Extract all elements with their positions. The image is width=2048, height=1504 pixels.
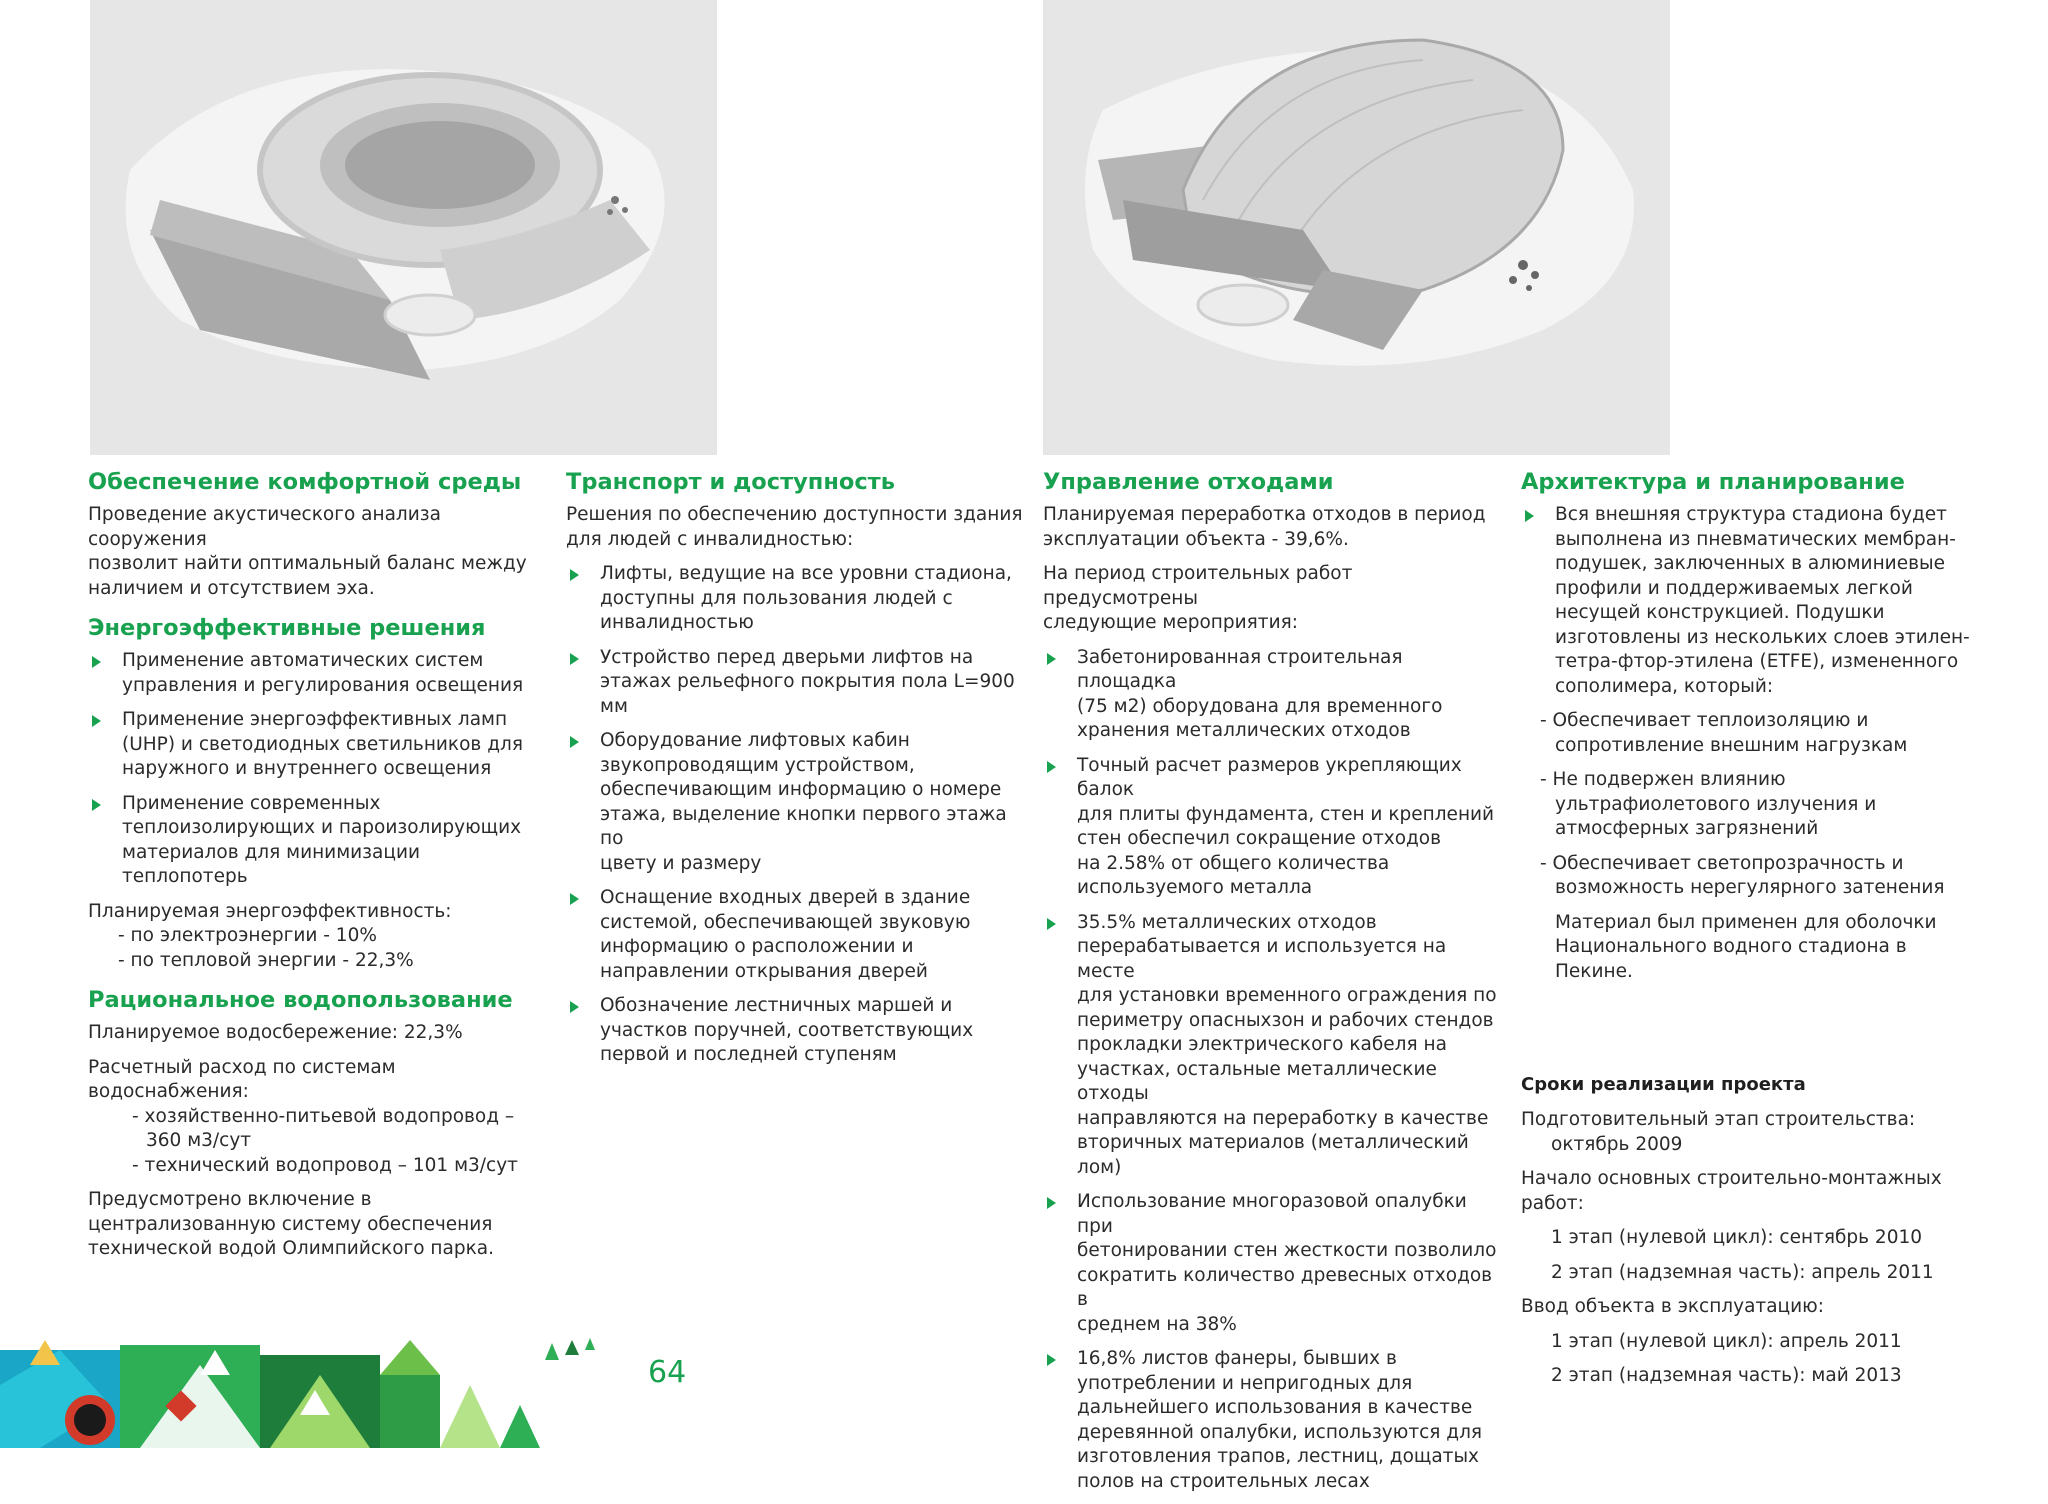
text-line: - хозяйственно-питьевой водопровод –: [132, 1105, 515, 1127]
list-item: [88, 792, 546, 890]
list-item: [1043, 911, 1506, 1181]
text-line: - технический водопровод – 101 м3/сут: [132, 1154, 518, 1176]
text-line: Точный расчет размеров укрепляющих балок: [1077, 754, 1462, 800]
text-line: технической водой Олимпийского парка.: [88, 1238, 494, 1259]
timeline-stage: 2 этап (надземная часть): апрель 2011: [1551, 1261, 1934, 1283]
text-line: сократить количество древесных отходов в: [1077, 1264, 1493, 1310]
text-line: (UHP) и светодиодных светильников для: [122, 733, 523, 755]
text-line: октябрь 2009: [1551, 1133, 1683, 1155]
text-line: подушек, заключенных в алюминиевые: [1555, 553, 1945, 574]
text-line: материалов для минимизации теплопотерь: [122, 841, 420, 887]
bullet-triangle-icon: [1047, 653, 1056, 665]
text-line: для людей с инвалидностью:: [566, 528, 854, 550]
text-line: информацию о расположении и: [600, 936, 914, 957]
list-item: [1043, 754, 1506, 901]
list-item: [1043, 1347, 1506, 1494]
text-line: для плиты фундамента, стен и креплений: [1077, 803, 1495, 825]
text-line: изготовления трапов, лестниц, дощатых: [1077, 1446, 1479, 1467]
timeline-commissioning: Ввод объекта в эксплуатацию:: [1521, 1296, 1824, 1317]
waste-list: [1043, 646, 1506, 1495]
text-line: ультрафиолетового излучения и: [1555, 793, 1877, 815]
text-line: Планируемая энергоэффективность:: [88, 900, 452, 922]
text-line: Оборудование лифтовых кабин: [600, 730, 910, 751]
text-line: на 2.58% от общего количества: [1077, 852, 1390, 874]
text-line: дальнейшего использования в качестве: [1077, 1397, 1473, 1418]
text-line: наружного и внутреннего освещения: [122, 758, 492, 779]
list-item: [566, 729, 1026, 876]
paragraph-energy-plan: [88, 900, 546, 974]
text-line: Материал был применен для оболочки: [1555, 911, 1937, 933]
text-line: (75 м2) оборудована для временного: [1077, 695, 1443, 717]
text-line: Применение современных: [122, 792, 381, 814]
text-line: Расчетный расход по системам водоснабжения:: [88, 1056, 396, 1102]
heading-comfort: Обеспечение комфортной среды: [88, 469, 522, 495]
text-line: изготовлены из нескольких слоев этилен-: [1555, 626, 1970, 648]
text-line: инвалидностью: [600, 612, 754, 633]
text-line: направлении открывания дверей: [600, 960, 928, 982]
text-line: следующие мероприятия:: [1043, 612, 1298, 633]
architecture-list: [1521, 503, 1986, 699]
paragraph-water-saving: Планируемое водосбережение: 22,3%: [88, 1022, 463, 1043]
text-line: Подготовительный этап строительства:: [1521, 1109, 1916, 1130]
etfe-property: [1521, 709, 1986, 758]
text-line: - Не подвержен влиянию: [1540, 769, 1786, 790]
decorative-pattern: [0, 1335, 600, 1448]
text-line: работ:: [1521, 1192, 1584, 1214]
text-line: централизованную систему обеспечения: [88, 1213, 493, 1235]
text-line: Национального водного стадиона в Пекине.: [1555, 936, 1907, 982]
text-line: наличием и отсутствием эха.: [88, 577, 375, 599]
bullet-triangle-icon: [92, 656, 101, 668]
text-line: позволит найти оптимальный баланс между: [88, 553, 527, 574]
list-item: [566, 646, 1026, 720]
paragraph-material: [1521, 911, 1986, 985]
text-line: цвету и размеру: [600, 852, 762, 874]
text-line: - Обеспечивает теплоизоляцию и: [1540, 710, 1869, 731]
text-line: - по тепловой энергии - 22,3%: [118, 949, 414, 971]
text-line: 35.5% металлических отходов: [1077, 911, 1377, 933]
text-line: управления и регулирования освещения: [122, 674, 524, 696]
list-item: [1043, 646, 1506, 744]
list-item: [566, 994, 1026, 1068]
list-item: [566, 562, 1026, 636]
text-line: направляются на переработку в качестве: [1077, 1107, 1489, 1129]
text-line: На период строительных работ предусмотрены: [1043, 563, 1353, 609]
text-line: Применение энергоэффективных ламп: [122, 709, 508, 730]
paragraph-waste-measures: [1043, 562, 1506, 636]
timeline-stage: 1 этап (нулевой цикл): сентябрь 2010: [1551, 1227, 1923, 1248]
text-line: Использование многоразовой опалубки при: [1077, 1191, 1467, 1237]
etfe-property: [1521, 768, 1986, 842]
text-line: для установки временного ограждения по: [1077, 985, 1497, 1006]
text-line: Оснащение входных дверей в здание: [600, 887, 971, 908]
text-line: Обозначение лестничных маршей и: [600, 995, 953, 1016]
timeline-construction-start: [1521, 1167, 1986, 1216]
paragraph-water-system: [88, 1188, 546, 1262]
list-item: [1521, 503, 1986, 699]
text-line: профили и поддерживаемых легкой: [1555, 577, 1913, 599]
text-line: мм: [600, 695, 628, 717]
text-line: сопротивление внешним нагрузкам: [1555, 734, 1908, 756]
list-item: [88, 708, 546, 782]
text-line: теплоизолирующих и пароизолирующих: [122, 817, 522, 838]
text-line: доступны для пользования людей с: [600, 587, 953, 609]
text-line: этажах рельефного покрытия пола L=900: [600, 671, 1015, 692]
accessibility-list: [566, 562, 1026, 1068]
text-line: Начало основных строительно-монтажных: [1521, 1168, 1942, 1189]
text-line: Проведение акустического анализа сооружения: [88, 504, 441, 550]
text-line: употреблении и непригодных для: [1077, 1372, 1413, 1394]
text-line: звукопроводящим устройством,: [600, 754, 915, 776]
text-line: Забетонированная строительная площадка: [1077, 646, 1403, 692]
text-line: - по электроэнергии - 10%: [118, 925, 377, 946]
text-line: эксплуатации объекта - 39,6%.: [1043, 528, 1349, 550]
text-line: тетра-фтор-этилена (ETFE), измененного: [1555, 651, 1959, 672]
text-line: Лифты, ведущие на все уровни стадиона,: [600, 563, 1012, 584]
text-line: системой, обеспечивающей звуковую: [600, 911, 971, 933]
text-line: атмосферных загрязнений: [1555, 818, 1819, 839]
bullet-triangle-icon: [92, 715, 101, 727]
text-line: Устройство перед дверьми лифтов на: [600, 646, 974, 668]
text-line: сополимера, который:: [1555, 675, 1774, 697]
heading-waste: Управление отходами: [1043, 469, 1334, 495]
heading-architecture: Архитектура и планирование: [1521, 469, 1905, 495]
timeline-preparation: [1521, 1108, 1986, 1157]
text-line: 360 м3/сут: [146, 1130, 252, 1151]
text-line: вторичных материалов (металлический лом): [1077, 1132, 1469, 1178]
bullet-triangle-icon: [1047, 1197, 1056, 1209]
text-line: бетонировании стен жесткости позволило: [1077, 1240, 1497, 1261]
text-line: Решения по обеспечению доступности здания: [566, 504, 1023, 525]
text-line: Вся внешняя структура стадиона будет: [1555, 504, 1947, 525]
paragraph-waste-plan: [1043, 503, 1506, 552]
list-item: [1043, 1190, 1506, 1337]
stadium-render-open: [90, 0, 717, 455]
text-line: стен обеспечил сокращение отходов: [1077, 828, 1442, 849]
bullet-triangle-icon: [570, 569, 579, 581]
text-line: несущей конструкцией. Подушки: [1555, 602, 1885, 623]
column-waste: [1043, 465, 1506, 1504]
text-line: первой и последней ступеням: [600, 1044, 897, 1065]
heading-energy: Энергоэффективные решения: [88, 615, 486, 641]
stadium-render-roof: [1043, 0, 1670, 455]
text-line: периметру опасныхзон и рабочих стендов: [1077, 1009, 1494, 1031]
bullet-triangle-icon: [570, 893, 579, 905]
paragraph-water-consumption: [88, 1056, 546, 1179]
bullet-triangle-icon: [570, 653, 579, 665]
page-number: 64: [648, 1355, 687, 1390]
energy-list: [88, 649, 546, 890]
bullet-triangle-icon: [1047, 1354, 1056, 1366]
bullet-triangle-icon: [1047, 918, 1056, 930]
column-comfort-energy-water: [88, 465, 546, 1272]
bullet-triangle-icon: [570, 736, 579, 748]
paragraph-accessibility: [566, 503, 1026, 552]
text-line: участках, остальные металлические отходы: [1077, 1058, 1437, 1104]
heading-transport: Транспорт и доступность: [566, 469, 895, 495]
timeline-stage: 1 этап (нулевой цикл): апрель 2011: [1551, 1330, 1902, 1352]
text-line: Предусмотрено включение в: [88, 1189, 372, 1210]
text-line: - Обеспечивает светопрозрачность и: [1540, 852, 1904, 874]
text-line: используемого металла: [1077, 877, 1313, 898]
text-line: хранения металлических отходов: [1077, 720, 1411, 741]
text-line: выполнена из пневматических мембран-: [1555, 528, 1956, 550]
text-line: деревянной опалубки, используются для: [1077, 1421, 1483, 1443]
column-architecture: [1521, 465, 1986, 1399]
etfe-property: [1521, 852, 1986, 901]
text-line: обеспечивающим информацию о номере: [600, 779, 1002, 800]
bullet-triangle-icon: [92, 799, 101, 811]
text-line: среднем на 38%: [1077, 1313, 1237, 1335]
list-item: [88, 649, 546, 698]
text-line: прокладки электрического кабеля на: [1077, 1034, 1447, 1055]
list-item: [566, 886, 1026, 984]
bullet-triangle-icon: [1525, 510, 1534, 522]
timeline-stage: 2 этап (надземная часть): май 2013: [1551, 1365, 1902, 1386]
text-line: Планируемая переработка отходов в период: [1043, 504, 1486, 525]
bullet-triangle-icon: [1047, 761, 1056, 773]
text-line: перерабатывается и используется на месте: [1077, 936, 1447, 982]
heading-timeline: Сроки реализации проекта: [1521, 1074, 1806, 1095]
heading-water: Рациональное водопользование: [88, 987, 513, 1013]
bullet-triangle-icon: [570, 1001, 579, 1013]
text-line: 16,8% листов фанеры, бывших в: [1077, 1348, 1397, 1369]
text-line: возможность нерегулярного затенения: [1555, 877, 1945, 898]
column-transport: [566, 465, 1026, 1078]
text-line: этажа, выделение кнопки первого этажа по: [600, 803, 1007, 849]
text-line: участков поручней, соответствующих: [600, 1019, 974, 1041]
text-line: Применение автоматических систем: [122, 650, 484, 671]
text-line: полов на строительных лесах: [1077, 1470, 1370, 1492]
paragraph-acoustic: [88, 503, 546, 601]
